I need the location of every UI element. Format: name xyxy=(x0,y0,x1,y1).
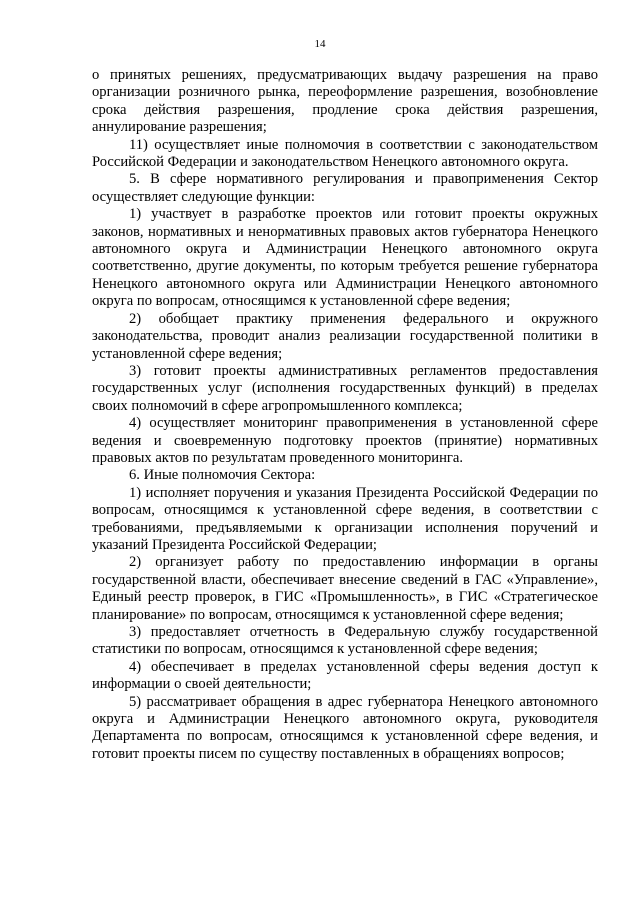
paragraph-item-6-1: 1) исполняет поручения и указания Президента Российской Федерации по вопросам, относящимся к установленной сфере ведения, в соответствии с требованиями, предъявляемыми к организации исполнения поручений и указаний Президента Российской Федерации; xyxy=(92,484,598,553)
paragraph-item-6-4: 4) обеспечивает в пределах установленной сферы ведения доступ к информации о своей деятельности; xyxy=(92,658,598,693)
paragraph-item-5-3: 3) готовит проекты административных регламентов предоставления государственных услуг (исполнения государственных функций) в пределах своих полномочий в сфере агропромышленного комплекса; xyxy=(92,362,598,414)
paragraph-item-5-2: 2) обобщает практику применения федерального и окружного законодательства, проводит анализ реализации государственной политики в установленной сфере ведения; xyxy=(92,310,598,362)
paragraph-item-11: 11) осуществляет иные полномочия в соответствии с законодательством Российской Федерации и законодательством Ненецкого автономного округа. xyxy=(92,136,598,171)
paragraph-continuation: о принятых решениях, предусматривающих выдачу разрешения на право организации розничного рынка, переоформление разрешения, возобновление срока действия разрешения, продление срока действия разрешения, аннулирование разрешения; xyxy=(92,67,598,136)
paragraph-item-6-3: 3) предоставляет отчетность в Федеральную службу государственной статистики по вопросам, относящимся к установленной сфере ведения; xyxy=(92,624,598,658)
page-number: 14 xyxy=(314,38,326,50)
paragraph-item-6-2: 2) организует работу по предоставлению информации в органы государственной власти, обеспечивает внесение сведений в ГАС «Управление», Единый реестр проверок, в ГИС «Промышленность», в ГИС «Стратегическое планирование» по вопросам, относящимся к установленной сфере ведения; xyxy=(92,554,598,623)
paragraph-item-6-5: 5) рассматривает обращения в адрес губернатора Ненецкого автономного округа и Администрации Ненецкого автономного округа, руководителя Департамента по вопросам, относящимся к установленной сфере ведения, и готовит проекты писем по существу поставленных в обращениях вопросов; xyxy=(92,693,598,762)
paragraph-item-5-4: 4) осуществляет мониторинг правоприменения в установленной сфере ведения и своевременную подготовку проектов (принятие) нормативных правовых актов по результатам проведенного мониторинга. xyxy=(92,415,598,466)
paragraph-section-5: 5. В сфере нормативного регулирования и правоприменения Сектор осуществляет следующие функции: xyxy=(92,171,598,205)
document-body xyxy=(92,67,598,763)
paragraph-item-5-1: 1) участвует в разработке проектов или готовит проекты окружных законов, нормативных и ненормативных правовых актов губернатора Ненецкого автономного округа и Администрации Ненецкого автономного округа соответственно, другие документы, по которым требуется решение губернатора Ненецкого автономного округа или Администрации Ненецкого автономного округа по вопросам, относящимся к установленной сфере ведения; xyxy=(92,206,598,310)
paragraph-section-6: 6. Иные полномочия Сектора: xyxy=(129,467,316,484)
